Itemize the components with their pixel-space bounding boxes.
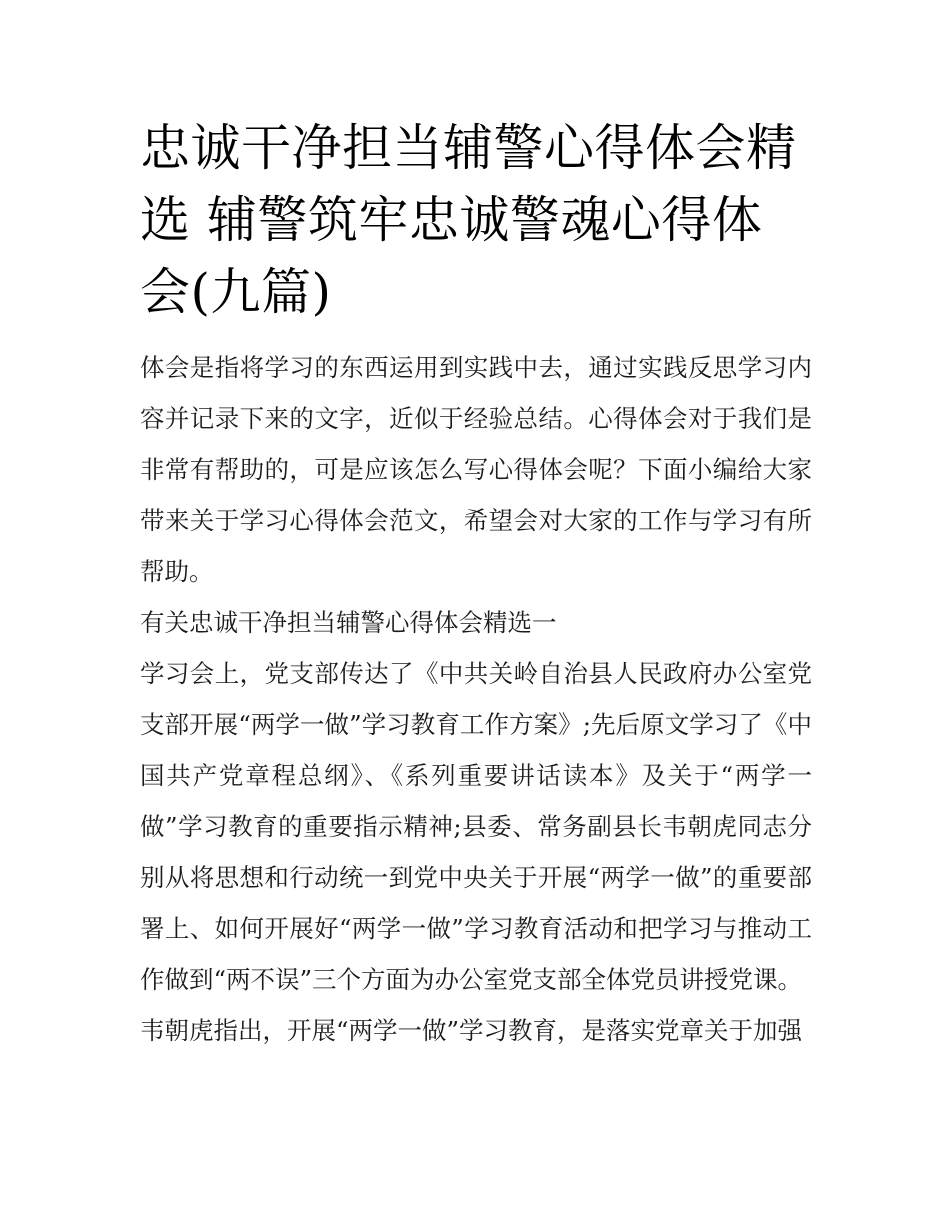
paragraph-intro: 体会是指将学习的东西运用到实践中去，通过实践反思学习内容并记录下来的文字，近似于经验总结。心得体会对于我们是非常有帮助的，可是应该怎么写心得体会呢？下面小编给大家带来关于学习心得体会范文，希望会对大家的工作与学习有所帮助。 [140,353,812,586]
section-heading: 有关忠诚干净担当辅警心得体会精选一 [140,608,557,637]
document-body [140,112,812,1056]
paragraph-speech: 韦朝虎指出，开展“两学一做”学习教育，是落实党章关于加强 [140,1016,803,1045]
document-title: 忠诚干净担当辅警心得体会精选 辅警筑牢忠诚警魂心得体会(九篇) [140,119,797,321]
paragraph-study-meeting: 学习会上，党支部传达了《中共关岭自治县人民政府办公室党支部开展“两学一做”学习教育工作方案》;先后原文学习了《中国共产党章程总纲》、《系列重要讲话读本》及关于“两学一做”学习教育的重要指示精神;县委、常务副县长韦朝虎同志分别从将思想和行动统一到党中央关于开展“两学一做”的重要部署上、如何开展好“两学一做”学习教育活动和把学习与推动工作做到“两不误”三个方面为办公室党支部全体党员讲授党课。 [140,659,812,994]
